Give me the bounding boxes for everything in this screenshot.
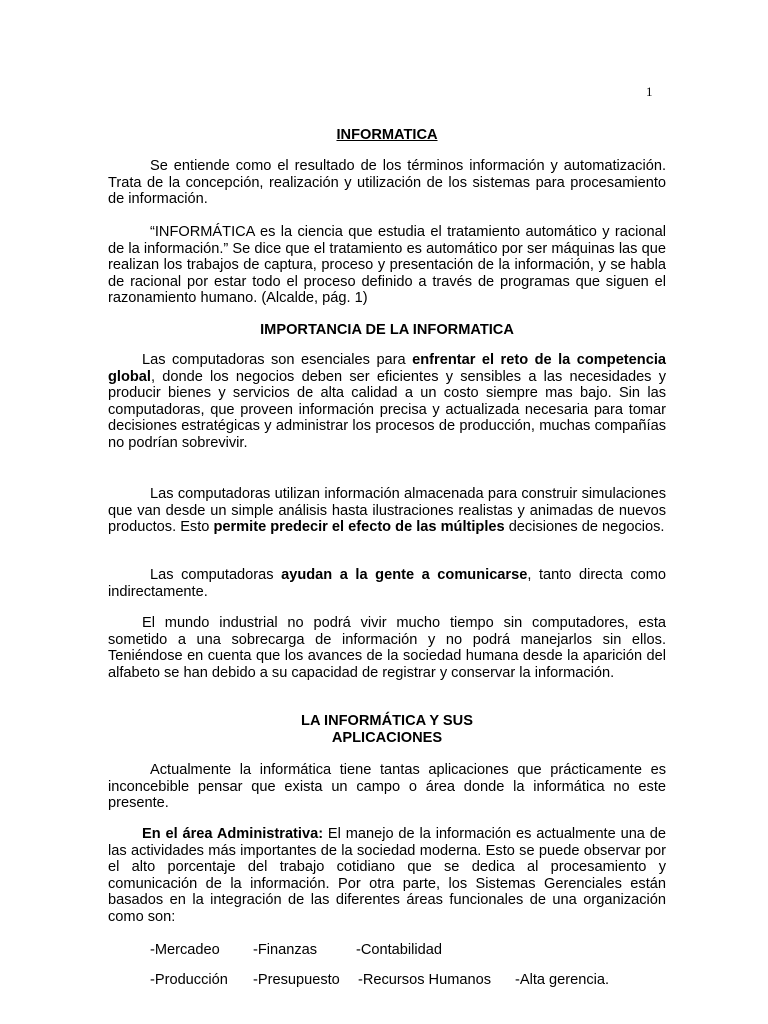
list-item: -Contabilidad — [356, 942, 442, 958]
paragraph: Las computadoras ayudan a la gente a comunicarse, tanto directa como indirectamente. — [108, 567, 667, 600]
page-number: 1 — [646, 84, 653, 99]
paragraph: Actualmente la informática tiene tantas aplicaciones que prácticamente es inconcebible pensar que exista un campo o área donde la informática no este presente. — [108, 762, 666, 811]
paragraph: En el área Administrativa: El manejo de la información es actualmente una de las actividades más importantes de la sociedad moderna. Esto se puede observar por el alto porcentaje del trabajo cotidiano que se dedica al procesamiento y comunicación de la información. Por otra parte, los Sistemas Gerenciales están basados en la integración de las diferentes áreas funcionales de una organización como son: — [108, 826, 666, 925]
paragraph: Las computadoras son esenciales para enfrentar el reto de la competencia global, donde los negocios deben ser eficientes y sensibles a las necesidades y producir bienes y servicios de alta calidad a un costo siempre mas bajo. Sin las computadoras, que proveen información precisa y actualizada necesaria para tomar decisiones estratégicas y administrar los procesos de producción, muchas compañías no podrían sobrevivir. — [108, 352, 666, 451]
list-item: -Mercadeo — [150, 942, 220, 958]
list-item: -Recursos Humanos — [358, 972, 492, 988]
list-item: -Producción — [150, 972, 228, 988]
section-title-aplicaciones-line1: LA INFORMÁTICA Y SUS — [301, 713, 473, 729]
paragraph: Las computadoras utilizan información almacenada para construir simulaciones que van desde un simple análisis hasta ilustraciones realistas y animadas de nuevos productos. Esto permite predecir el efecto de las múltiples decisiones de negocios. — [108, 486, 666, 535]
list-item: -Alta gerencia. — [515, 972, 610, 988]
paragraph: Se entiende como el resultado de los términos información y automatización. Trata de la concepción, realización y utilización de los sistemas para procesamiento de información. — [108, 158, 666, 207]
section-title-importancia: IMPORTANCIA DE LA INFORMATICA — [260, 322, 514, 338]
paragraph: El mundo industrial no podrá vivir mucho tiempo sin computadores, esta sometido a una sobrecarga de información y no podrá manejarlos sin ellos. Teniéndose en cuenta que los avances de la sociedad humana desde la aparición del alfabeto se han debido a su capacidad de registrar y conservar la información. — [108, 615, 666, 681]
list-item: -Finanzas — [253, 942, 318, 958]
list-item: -Presupuesto — [253, 972, 340, 988]
section-title-aplicaciones-line2: APLICACIONES — [331, 730, 443, 746]
section-title-informatica: INFORMATICA — [336, 127, 438, 143]
paragraph: “INFORMÁTICA es la ciencia que estudia el tratamiento automático y racional de la información.” Se dice que el tratamiento es automático por ser máquinas las que realizan los trabajos de captura, proceso y presentación de la información, y se habla de racional por estar todo el proceso definido a través de programas que siguen el razonamiento humano. (Alcalde, pág. 1) — [108, 224, 666, 306]
